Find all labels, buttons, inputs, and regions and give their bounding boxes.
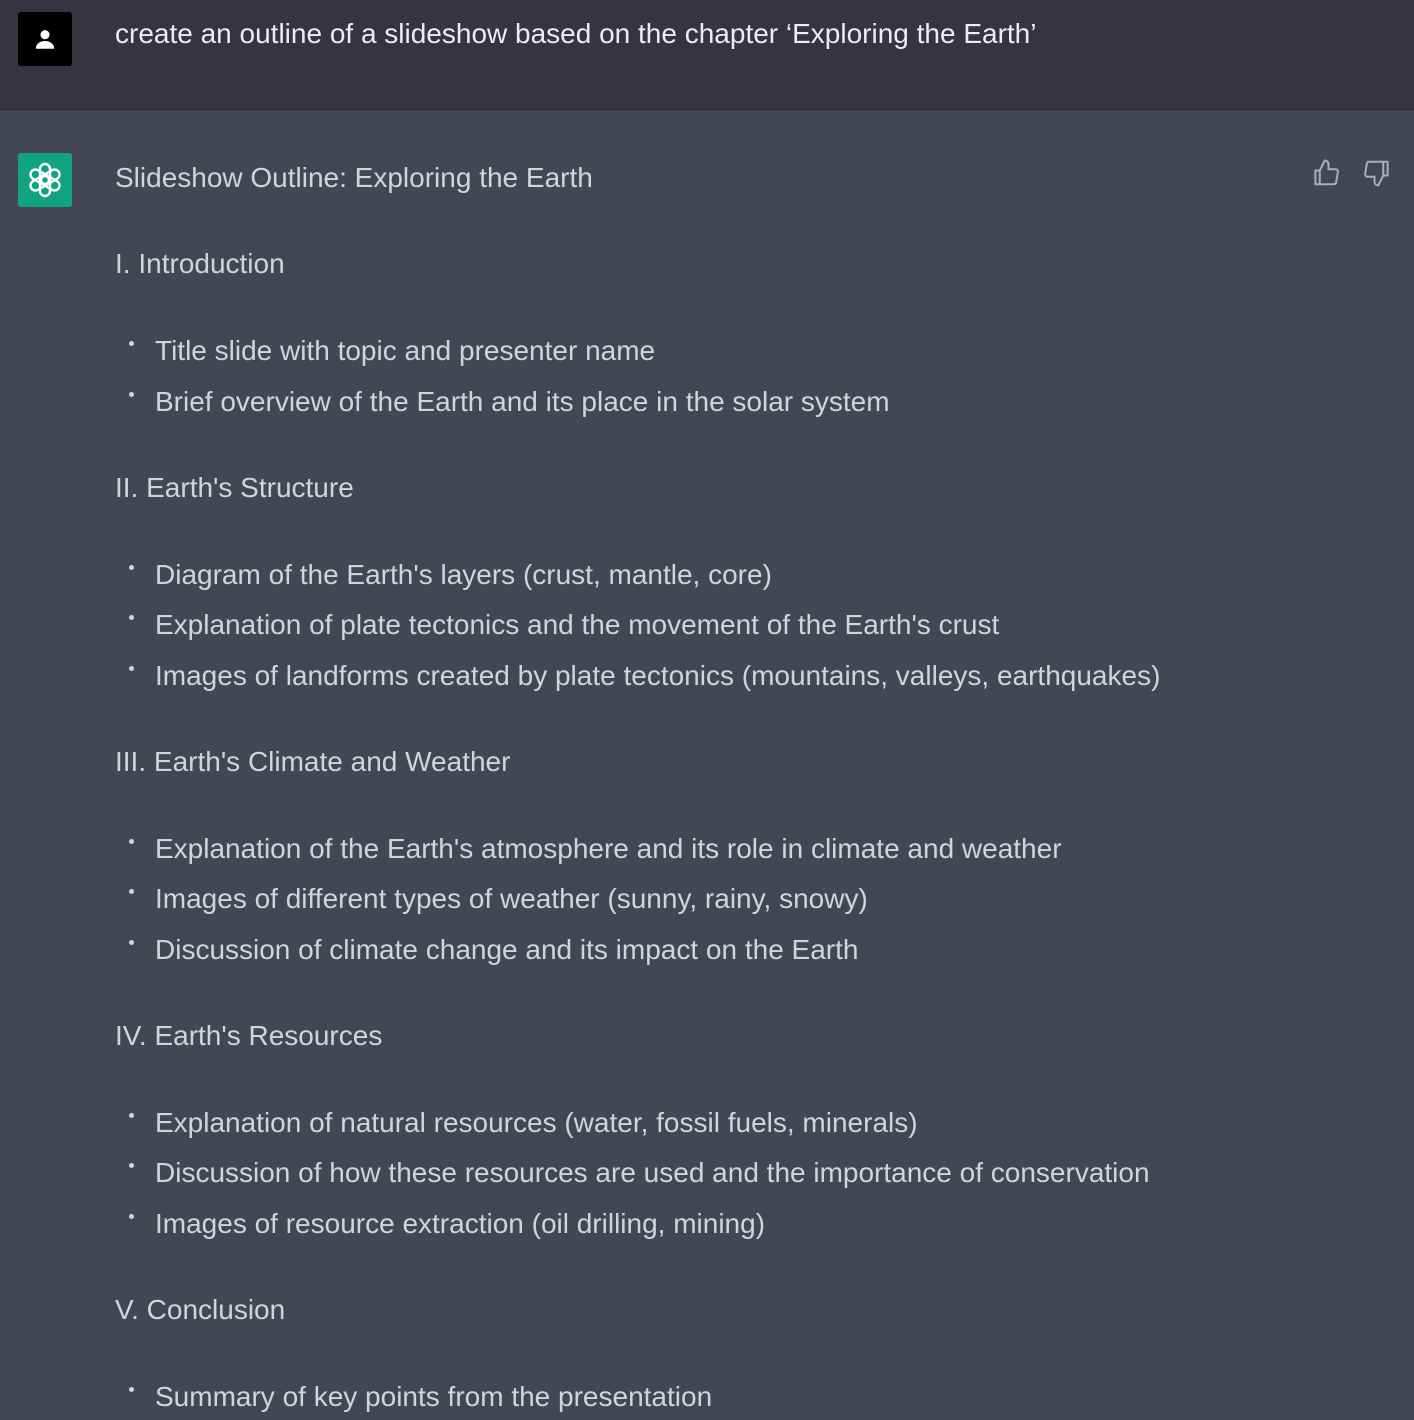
section-heading: II. Earth's Structure xyxy=(115,471,354,503)
assistant-avatar xyxy=(18,153,72,207)
section-list xyxy=(115,831,1295,968)
section-list xyxy=(115,1105,1295,1242)
bullet-icon xyxy=(129,666,134,671)
bullet-icon xyxy=(129,1214,134,1219)
list-item: Explanation of natural resources (water, fossil fuels, minerals) xyxy=(115,1105,1295,1141)
user-avatar xyxy=(18,12,72,66)
outline-title: Slideshow Outline: Exploring the Earth xyxy=(115,162,593,193)
assistant-message-row xyxy=(0,110,1414,1420)
list-item: Discussion of climate change and its impact on the Earth xyxy=(115,932,1295,968)
list-item: Summary of key points from the presentation xyxy=(115,1379,1295,1415)
thumbs-up-button[interactable] xyxy=(1310,157,1342,189)
list-item: Images of landforms created by plate tectonics (mountains, valleys, earthquakes) xyxy=(115,658,1295,694)
section-list xyxy=(115,557,1295,694)
section-list xyxy=(115,1379,1295,1415)
list-item: Explanation of plate tectonics and the movement of the Earth's crust xyxy=(115,607,1295,643)
section-heading: V. Conclusion xyxy=(115,1293,286,1325)
list-item: Discussion of how these resources are used and the importance of conservation xyxy=(115,1155,1295,1191)
user-message-text: create an outline of a slideshow based on the chapter ‘Exploring the Earth’ xyxy=(115,18,1037,49)
bullet-icon xyxy=(129,839,134,844)
openai-logo-icon xyxy=(25,160,65,200)
assistant-message-content xyxy=(115,160,1295,1415)
section-list xyxy=(115,333,1295,420)
section-heading: III. Earth's Climate and Weather xyxy=(115,745,511,777)
thumbs-down-icon xyxy=(1362,158,1392,188)
bullet-icon xyxy=(129,1113,134,1118)
bullet-icon xyxy=(129,341,134,346)
list-item: Brief overview of the Earth and its place in the solar system xyxy=(115,384,1295,420)
bullet-icon xyxy=(129,1163,134,1168)
list-item: Diagram of the Earth's layers (crust, mantle, core) xyxy=(115,557,1295,593)
section-heading: IV. Earth's Resources xyxy=(115,1019,383,1051)
thumbs-down-button[interactable] xyxy=(1361,157,1393,189)
bullet-icon xyxy=(129,615,134,620)
thumbs-up-icon xyxy=(1311,158,1341,188)
section-heading: I. Introduction xyxy=(115,248,285,279)
list-item: Images of resource extraction (oil drilling, mining) xyxy=(115,1206,1295,1242)
bullet-icon xyxy=(129,889,134,894)
list-item: Images of different types of weather (sunny, rainy, snowy) xyxy=(115,881,1295,917)
bullet-icon xyxy=(129,940,134,945)
list-item: Explanation of the Earth's atmosphere and its role in climate and weather xyxy=(115,831,1295,867)
bullet-icon xyxy=(129,565,134,570)
list-item: Title slide with topic and presenter name xyxy=(115,333,1295,369)
bullet-icon xyxy=(129,392,134,397)
user-message-row xyxy=(0,0,1414,110)
bullet-icon xyxy=(129,1387,134,1392)
user-icon xyxy=(32,26,58,52)
